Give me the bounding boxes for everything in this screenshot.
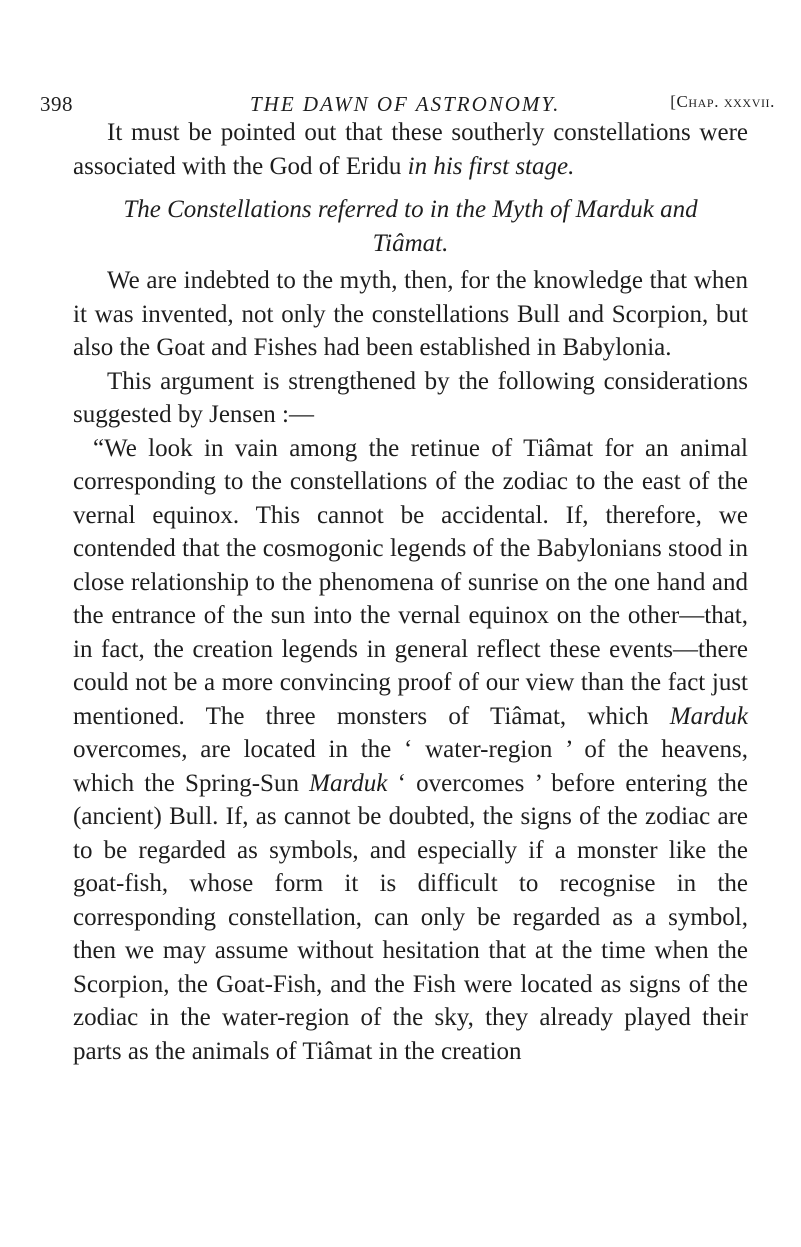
paragraph-argument: This argument is strengthened by the following considerations suggested by Jensen :—	[73, 367, 748, 428]
quote-marduk-1: Marduk	[669, 702, 748, 730]
section-heading: The Constellations referred to in the Myth of Marduk and Tiâmat.	[123, 196, 698, 257]
book-title: THE DAWN OF ASTRONOMY.	[250, 92, 561, 116]
paragraph-intro-text: It must be pointed out that these southerly constellations were associated with the God of Eridu	[73, 119, 748, 180]
quote-part-2: overcomes, are located in the ‘ water-region ’ of the heavens, which the Spring-Sun	[73, 736, 748, 797]
quote-part-3: ‘ overcomes ’ before entering the (ancient) Bull. If, as cannot be doubted, the signs of the zodiac are to be regarded as symbols, and especially if a monster like the goat-fish, whose form it is difficult to recognise in the corresponding constellation, can only be regarded as a symbol, then we may assume without hesitation that at the time when the Scorpion, the Goat-Fish, and the Fish were located as signs of the zodiac in the water-region of the sky, they already played their parts as the animals of Tiâmat in the creation	[73, 769, 748, 1065]
paragraph-intro	[73, 116, 748, 183]
quotation-jensen	[73, 432, 748, 1069]
quote-part-1: “We look in vain among the retinue of Tiâmat for an animal corresponding to the constellations of the zodiac to the east of the vernal equinox. This cannot be accidental. If, therefore, we contended that the cosmogonic legends of the Babylonians stood in close relationship to the phenomena of sunrise on the one hand and the entrance of the sun into the vernal equinox on the other—that, in fact, the creation legends in general reflect these events—there could not be a more convincing proof of our view than the fact just mentioned. The three monsters of Tiâmat, which	[73, 434, 748, 730]
chapter-reference: [Chap. xxxvii.	[670, 92, 775, 111]
quote-marduk-2: Marduk	[309, 769, 388, 797]
page-body	[73, 116, 748, 1068]
paragraph-intro-italic: in his first stage.	[407, 152, 575, 180]
paragraph-indebted: We are indebted to the myth, then, for the knowledge that when it was invented, not only the constellations Bull and Scorpion, but also the Goat and Fishes had been established in Babylonia.	[73, 267, 748, 361]
page-number: 398	[40, 92, 73, 116]
